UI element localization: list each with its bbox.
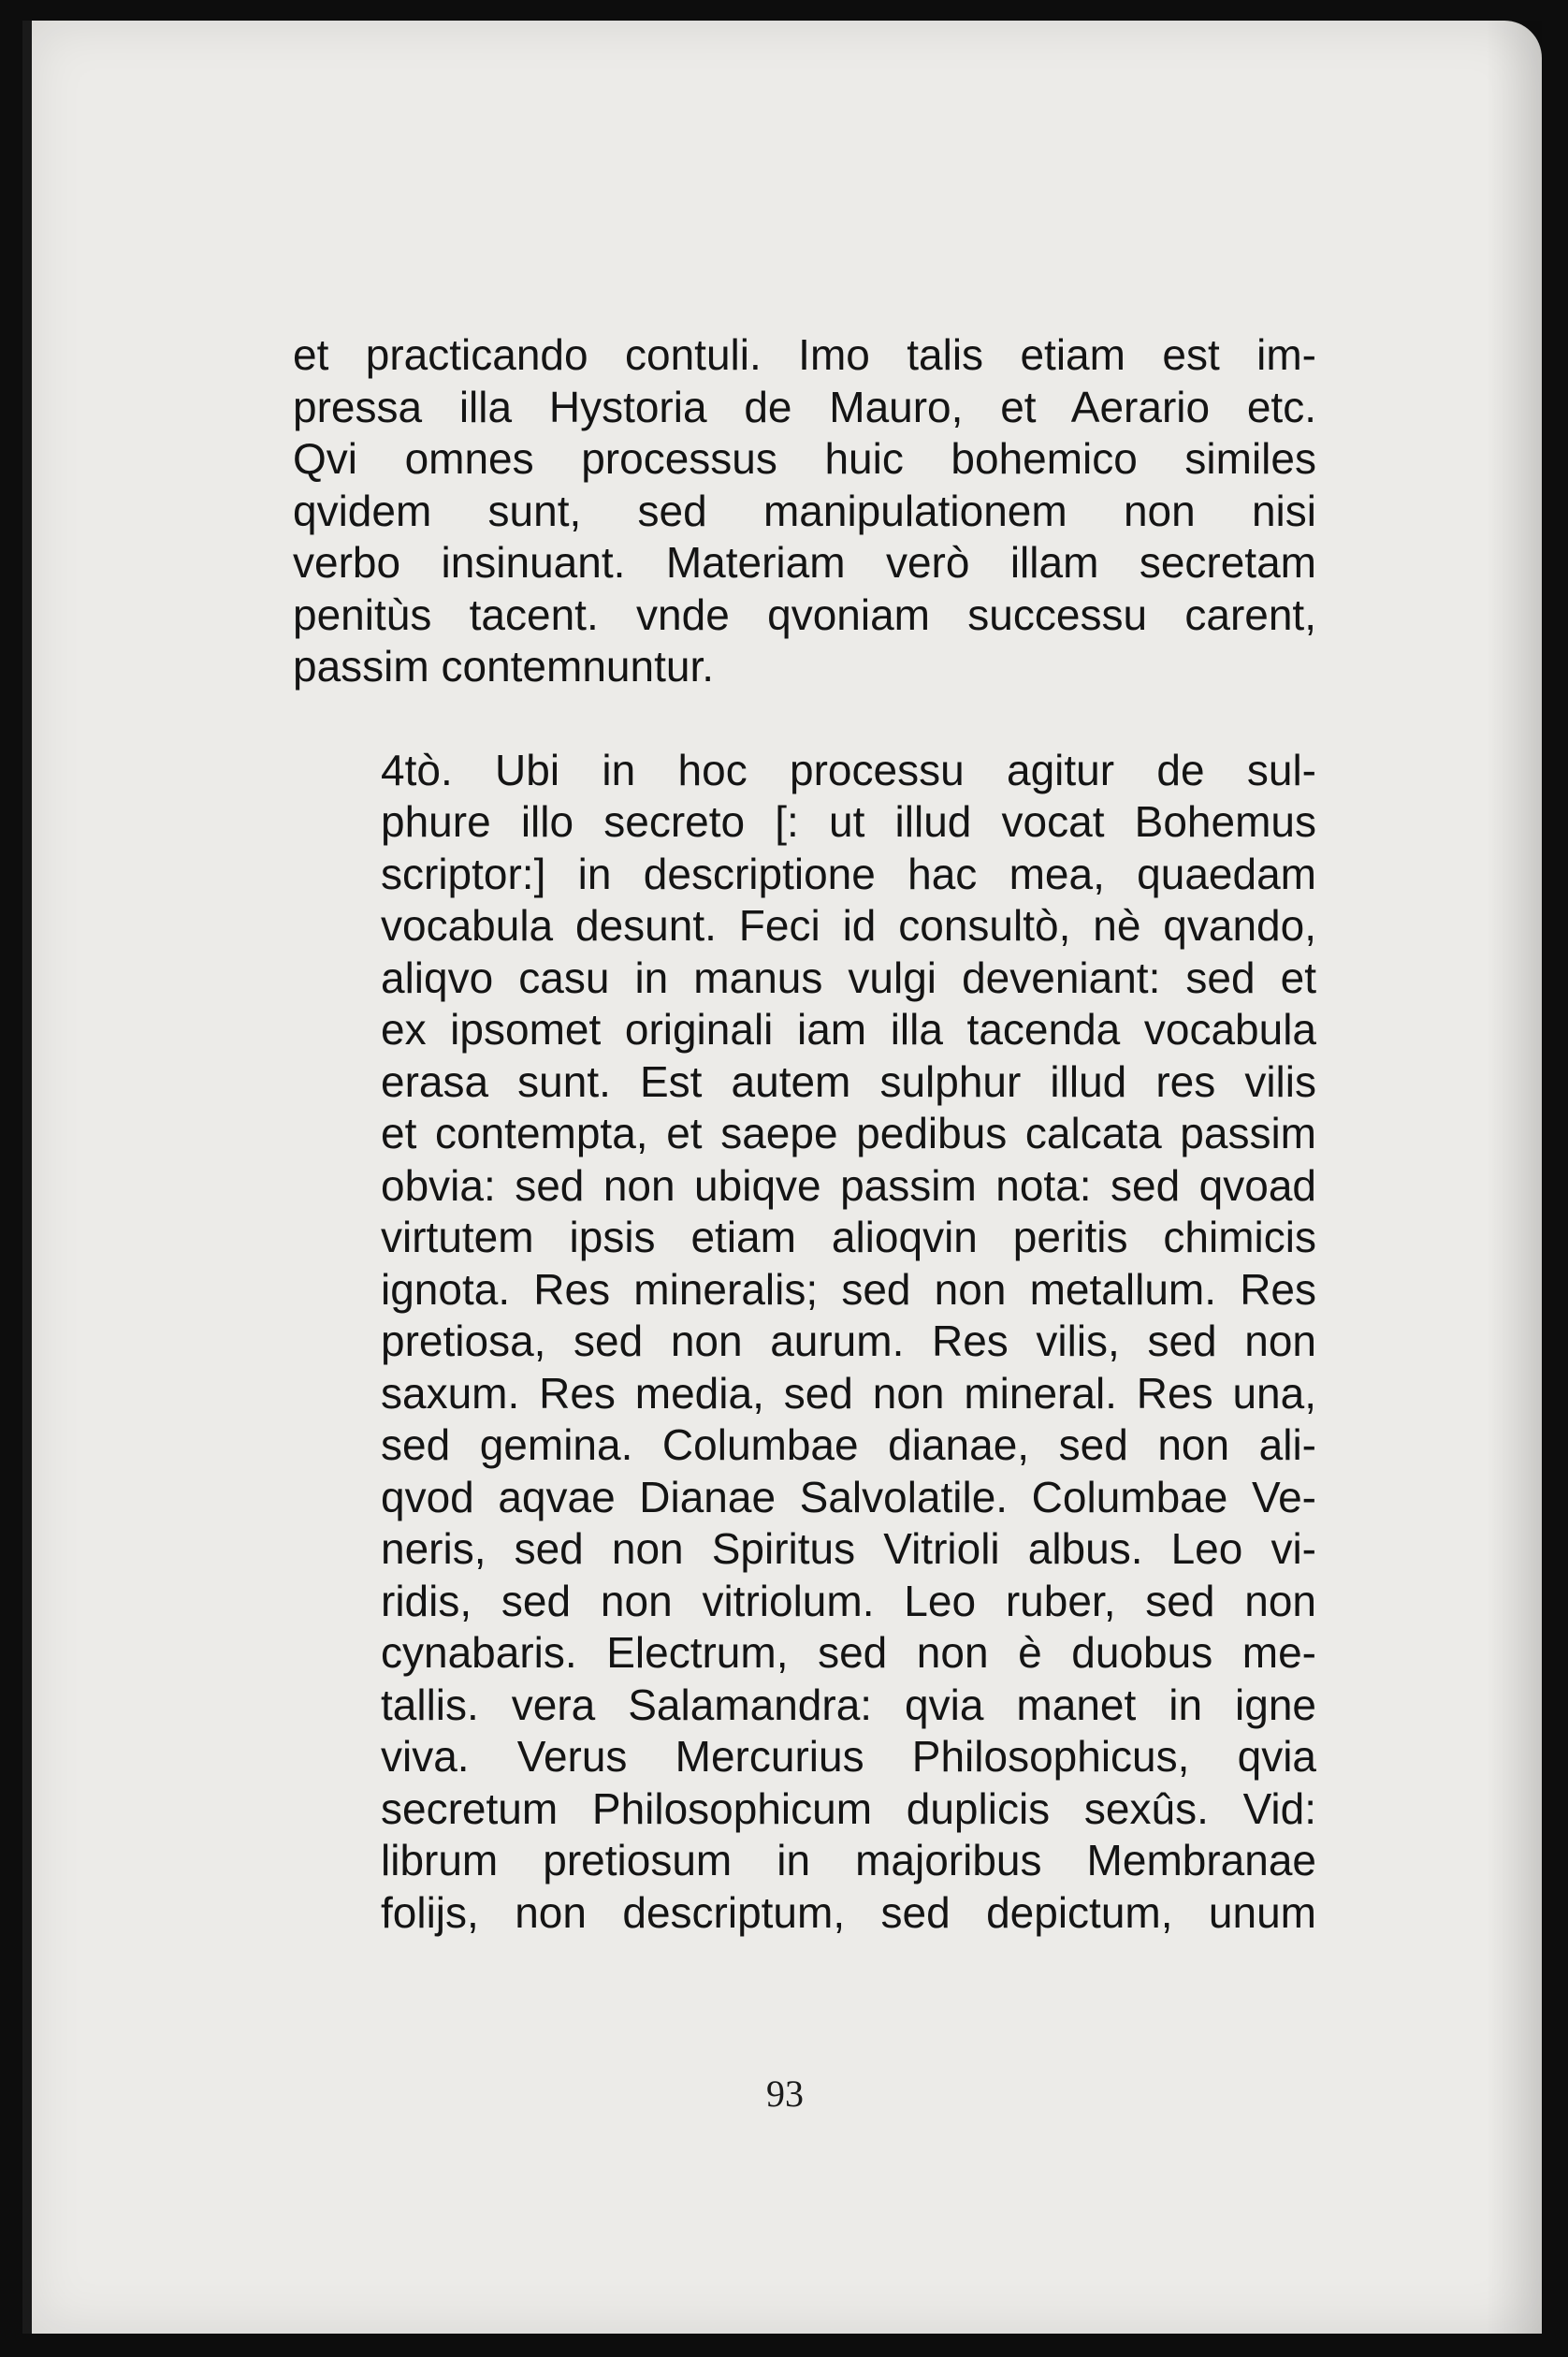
text-line: qvod aqvae Dianae Salvolatile. Columbae Ve- [381,1472,1316,1521]
text-line: folijs, non descriptum, sed depictum, unum [381,1887,1316,1937]
text-line: penitùs tacent. vnde qvoniam successu carent, [293,589,1316,639]
text-line: phure illo secreto [: ut illud vocat Bohemus [381,797,1316,846]
text-line: 4tò. Ubi in hoc processu agitur de sul- [381,745,1316,794]
text-line: librum pretiosum in majoribus Membranae [381,1836,1316,1884]
page-edge-shadow [1486,21,1542,2334]
text-line: passim contemnuntur. [293,642,715,691]
text-line: verbo insinuant. Materiam verò illam secretam [293,538,1316,587]
text-line: et practicando contuli. Imo talis etiam est im- [293,330,1316,379]
text-line: tallis. vera Salamandra: qvia manet in igne [381,1680,1316,1729]
text-line: aliqvo casu in manus vulgi deveniant: sed et [381,953,1316,1002]
text-line: ridis, sed non vitriolum. Leo ruber, sed non [381,1576,1316,1625]
text-line: neris, sed non Spiritus Vitrioli albus. Leo vi- [381,1524,1316,1573]
text-line: cynabaris. Electrum, sed non è duobus me- [381,1628,1316,1677]
text-line: secretum Philosophicum duplicis sexûs. Vid: [381,1783,1316,1833]
text-line: sed gemina. Columbae dianae, sed non ali- [381,1420,1316,1469]
text-line: obvia: sed non ubiqve passim nota: sed qvoad [381,1160,1316,1210]
text-line: ex ipsomet originali iam illa tacenda vocabula [381,1005,1316,1054]
text-line: qvidem sunt, sed manipulationem non nisi [293,486,1316,535]
text-line: pretiosa, sed non aurum. Res vilis, sed non [381,1317,1316,1365]
text-line: viva. Verus Mercurius Philosophicus, qvia [381,1732,1316,1781]
text-line: pressa illa Hystoria de Mauro, et Aerario etc. [293,382,1316,431]
page-number: 93 [766,2073,804,2115]
text-line: Qvi omnes processus huic bohemico similes [293,434,1316,483]
paragraph-2 [293,745,1316,1940]
text-line: scriptor:] in descriptione hac mea, quaedam [381,849,1316,898]
body-text [293,329,1316,1939]
paragraph-1 [293,329,1316,693]
text-line: virtutem ipsis etiam alioqvin peritis chimicis [381,1213,1316,1261]
text-line: et contempta, et saepe pedibus calcata passim [381,1109,1316,1157]
text-line: erasa sunt. Est autem sulphur illud res vilis [381,1056,1316,1106]
text-line: ignota. Res mineralis; sed non metallum. Res [381,1264,1316,1314]
text-line: saxum. Res media, sed non mineral. Res una, [381,1368,1316,1418]
text-line: vocabula desunt. Feci id consultò, nè qvando, [381,901,1316,950]
book-page [28,21,1542,2334]
